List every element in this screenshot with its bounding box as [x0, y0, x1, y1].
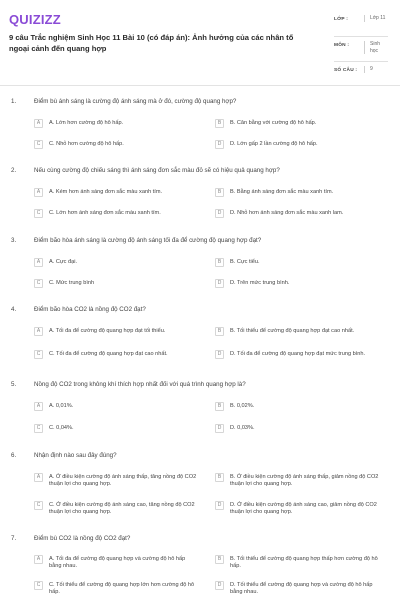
- option-text: D. 0,03%.: [230, 425, 255, 431]
- option-letter-box: A: [34, 473, 43, 482]
- option-letter-box: B: [215, 188, 224, 197]
- worksheet-header: [0, 0, 400, 86]
- question-text: Điểm bão hòa ánh sáng là cường độ ánh sáng tối đa để cường độ quang hợp đạt?: [34, 237, 262, 244]
- subject-label: MÔN :: [334, 43, 350, 48]
- option-text: B. 0,02%.: [230, 403, 255, 409]
- page-title: 9 câu Trắc nghiệm Sinh Học 11 Bài 10 (có đáp án): Ảnh hưởng của các nhân tố ngoại cảnh đến quang hợp: [9, 33, 294, 53]
- option-text: C. Tối thiểu để cường độ quang hợp lớn hơn cường độ hô hấp.: [49, 582, 195, 596]
- option-text: D. Trên mức trung bình.: [230, 280, 290, 286]
- meta-divider: [334, 36, 388, 37]
- option-text: A. Kém hơn ánh sáng đơn sắc màu xanh tím.: [49, 189, 163, 195]
- question-text: Nếu cùng cường độ chiếu sáng thì ánh sáng đơn sắc màu đỏ sẽ có hiệu quả quang hợp?: [34, 167, 280, 174]
- option-letter-box: D: [215, 209, 224, 218]
- question-number: 1.: [11, 98, 17, 105]
- option-letter-box: B: [215, 402, 224, 411]
- option-letter-box: D: [215, 581, 224, 590]
- option-text: B. Cực tiểu.: [230, 259, 260, 265]
- option-letter-box: D: [215, 501, 224, 510]
- option-letter-box: C: [34, 279, 43, 288]
- option-letter-box: D: [215, 424, 224, 433]
- option-text: B. Cân bằng với cường độ hô hấp.: [230, 120, 317, 126]
- question-number: 2.: [11, 167, 17, 174]
- option-text: C. Tối đa để cường độ quang hợp đạt cao nhất.: [49, 351, 168, 357]
- count-value: 9: [364, 66, 386, 73]
- question-number: 6.: [11, 452, 17, 459]
- option-letter-box: B: [215, 473, 224, 482]
- question-number: 7.: [11, 535, 17, 542]
- option-text: C. 0,04%.: [49, 425, 74, 431]
- option-text: A. 0,01%.: [49, 403, 74, 409]
- option-text: A. Lớn hơn cường độ hô hấp.: [49, 120, 124, 126]
- option-text: C. Nhỏ hơn cường độ hô hấp.: [49, 141, 124, 147]
- option-text: D. Nhỏ hơn ánh sáng đơn sắc màu xanh lam.: [230, 210, 344, 216]
- option-letter-box: D: [215, 279, 224, 288]
- option-letter-box: A: [34, 188, 43, 197]
- option-letter-box: A: [34, 555, 43, 564]
- question-text: Nhận định nào sau đây đúng?: [34, 452, 117, 459]
- question-number: 3.: [11, 237, 17, 244]
- option-letter-box: C: [34, 501, 43, 510]
- option-letter-box: B: [215, 119, 224, 128]
- option-text: D. Lớn gấp 2 lần cường độ hô hấp.: [230, 141, 318, 147]
- question-number: 5.: [11, 381, 17, 388]
- option-text: D. Ở điều kiện cường độ ánh sáng cao, giảm nồng độ CO2 thuận lợi cho quang hợp.: [230, 502, 377, 516]
- option-letter-box: A: [34, 327, 43, 336]
- question-number: 4.: [11, 306, 17, 313]
- option-text: B. Tối thiểu để cường độ quang hợp thấp hơn cường độ hô hấp.: [230, 556, 378, 570]
- question-text: Điểm bão hòa CO2 là nồng độ CO2 đạt?: [34, 306, 146, 313]
- option-letter-box: D: [215, 350, 224, 359]
- option-text: D. Tối đa để cường độ quang hợp đạt mức trung bình.: [230, 351, 366, 357]
- option-text: B. Ở điều kiện cường độ ánh sáng thấp, giảm nồng độ CO2 thuận lợi cho quang hợp.: [230, 474, 379, 488]
- question-text: Nồng độ CO2 trong không khí thích hợp nhất đối với quá trình quang hợp là?: [34, 381, 246, 388]
- question-text: Điểm bù CO2 là nồng độ CO2 đạt?: [34, 535, 131, 542]
- option-letter-box: C: [34, 350, 43, 359]
- option-letter-box: C: [34, 424, 43, 433]
- quizizz-logo[interactable]: QUIZIZZ: [9, 12, 61, 27]
- question-text: Điểm bù ánh sáng là cường độ ánh sáng mà ở đó, cường độ quang hợp?: [34, 98, 237, 105]
- option-text: A. Cực đại.: [49, 259, 77, 265]
- option-letter-box: C: [34, 581, 43, 590]
- option-letter-box: B: [215, 258, 224, 267]
- option-text: A. Tối đa để cường độ quang hợp và cường độ hô hấp bằng nhau.: [49, 556, 186, 570]
- option-letter-box: A: [34, 402, 43, 411]
- option-letter-box: C: [34, 140, 43, 149]
- option-letter-box: C: [34, 209, 43, 218]
- option-text: B. Bằng ánh sáng đơn sắc màu xanh tím.: [230, 189, 334, 195]
- option-text: C. Ở điều kiện cường độ ánh sáng cao, tăng nồng độ CO2 thuận lợi cho quang hợp.: [49, 502, 195, 516]
- class-label: LỚP :: [334, 17, 349, 22]
- option-text: C. Lớn hơn ánh sáng đơn sắc màu xanh tím.: [49, 210, 161, 216]
- option-text: A. Ở điều kiện cường độ ánh sáng thấp, tăng nồng độ CO2 thuận lợi cho quang hợp.: [49, 474, 197, 488]
- option-text: A. Tối đa để cường độ quang hợp đạt tối thiểu.: [49, 328, 166, 334]
- count-label: SỐ CÂU :: [334, 68, 358, 73]
- option-text: C. Mức trung bình: [49, 280, 95, 286]
- option-letter-box: D: [215, 140, 224, 149]
- option-letter-box: A: [34, 258, 43, 267]
- option-text: D. Tối thiểu để cường độ quang hợp và cường độ hô hấp bằng nhau.: [230, 582, 373, 596]
- option-text: B. Tối thiểu để cường độ quang hợp đạt cao nhất.: [230, 328, 355, 334]
- class-value: Lớp 11: [364, 15, 386, 22]
- option-letter-box: B: [215, 327, 224, 336]
- option-letter-box: B: [215, 555, 224, 564]
- subject-value: Sinh học: [364, 41, 386, 54]
- option-letter-box: A: [34, 119, 43, 128]
- meta-divider: [334, 61, 388, 62]
